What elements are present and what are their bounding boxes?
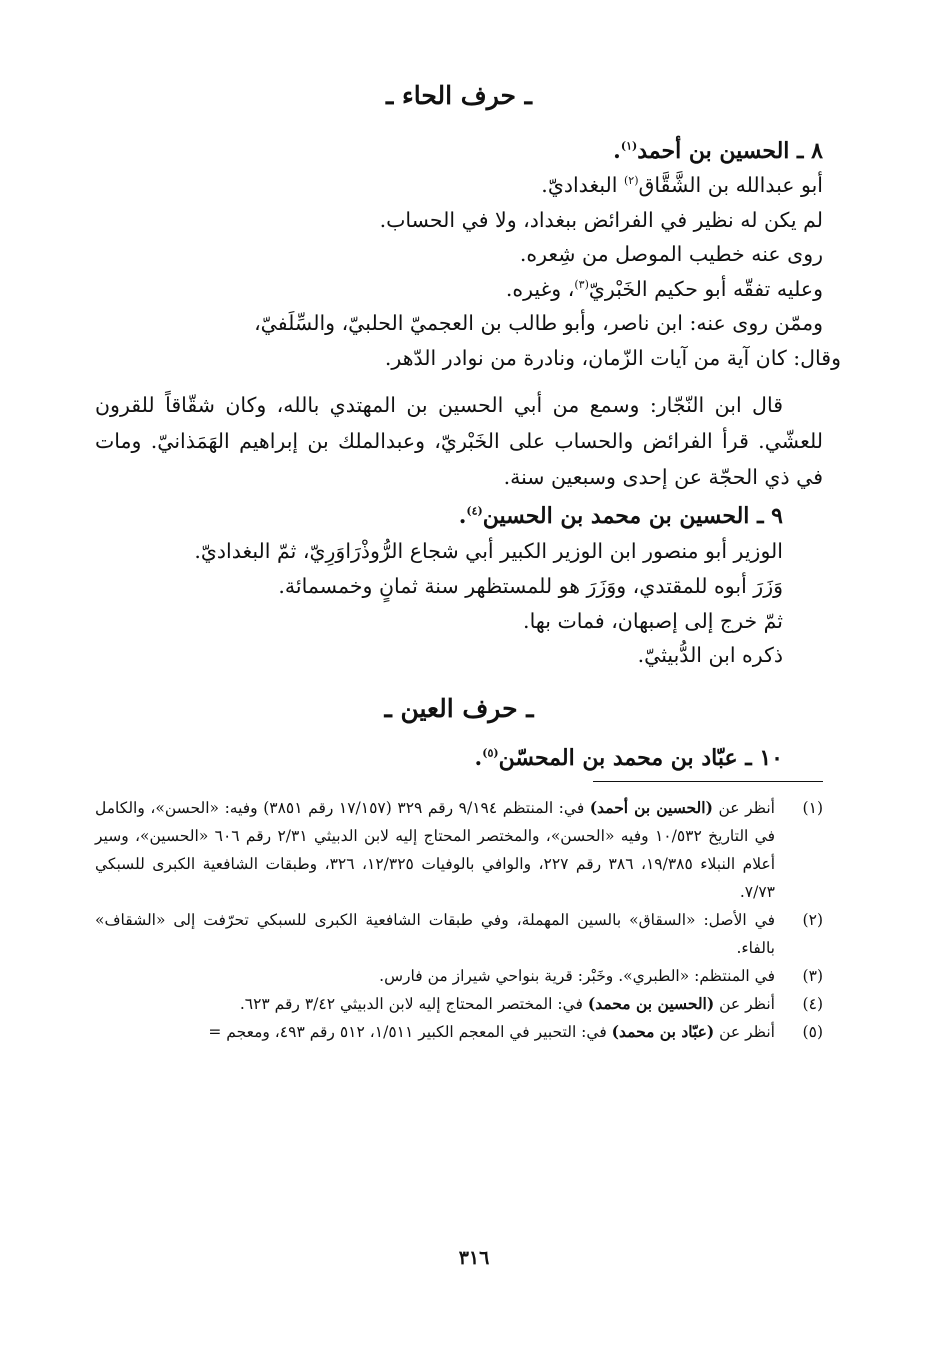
section-heading-ha: ـ حرف الحاء ـ bbox=[386, 81, 532, 110]
text-line: وممّن روى عنه: ابن ناصر، وأبو طالب بن العجميّ الحلبيّ، والسِّلَفيّ، bbox=[254, 311, 823, 335]
footnote-1 bbox=[95, 794, 823, 906]
footnote-number: (٥) bbox=[802, 1022, 823, 1041]
entry-9 bbox=[95, 499, 823, 673]
entry-title-text: ٩ ـ الحسين بن محمد بن الحسين bbox=[482, 503, 783, 529]
footnote-lead: أنظر عن bbox=[712, 798, 775, 817]
footnote-number: (٣) bbox=[802, 966, 823, 985]
text-segment: وعليه تفقّه أبو حكيم الخَبْريّ bbox=[588, 276, 823, 301]
text-line: لم يكن له نظير في الفرائض ببغداد، ولا في الحساب. bbox=[379, 207, 823, 232]
text-line: وَزَرَ أبوه للمقتدي، ووَزَرَ هو للمستظهر سنة ثمانٍ وخمسمائة. bbox=[278, 574, 783, 598]
entry-title-text: ٨ ـ الحسين بن أحمد bbox=[637, 138, 823, 164]
text-line: روى عنه خطيب الموصل من شِعره. bbox=[519, 242, 823, 266]
entry-title-end: . bbox=[458, 503, 467, 529]
text-line: ذكره ابن الدُّبيثيّ. bbox=[637, 643, 783, 667]
paragraph: الوزير أبو منصور ابن الوزير الكبير أبي شجاع الرُّوذْرَاوَرِيّ، ثمّ البغداديّ. bbox=[194, 539, 783, 563]
footnote-body: في الأصل: «السقاق» بالسين المهملة، وفي طبقات الشافعية الكبرى للسبكي تحرّفت إلى «الشقاف» بالفاء. bbox=[95, 910, 775, 957]
footnote-number: (٤) bbox=[802, 994, 823, 1013]
text-line bbox=[95, 168, 823, 203]
entry-title-end: . bbox=[474, 744, 483, 771]
text-segment: ، وغيره. bbox=[505, 276, 575, 301]
text-line: وقال: كان آية من آيات الزّمان، ونادرة من نوادر الدّهر. bbox=[384, 345, 841, 370]
entry-title-end: . bbox=[613, 138, 621, 164]
entry-title-text: ١٠ ـ عبّاد بن محمد بن المحسّن bbox=[498, 744, 783, 771]
footnote-4 bbox=[95, 990, 823, 1018]
footnote-3 bbox=[95, 962, 823, 990]
footnote-text bbox=[95, 1018, 775, 1046]
footnote-ref: (٢) bbox=[623, 174, 639, 188]
footnote-body: في: المنتظم ٩/١٩٤ رقم ٣٢٩ (١٧/١٥٧ رقم ٣٨٥١) وفيه: «الحسن»، والكامل في التاريخ ١٠/٥٣٢ وفيه «الحسن»، والمختصر المحتاج إليه لابن الدبيثي ٢/٣١ رقم ٦٠٦ «الحسين»، وسير أعلام النبلاء ١٩/٣٨٥، ٣٨٦ رقم ٢٢٧، والوافي بالوفيات ١٢/٣٢٥، ٣٢٦، وطبقات الشافعية الكبرى للسبكي ٧/٧٣. bbox=[95, 798, 775, 901]
entry-title bbox=[95, 499, 823, 533]
paragraph: قال ابن النّجّار: وسمع من أبي الحسين بن المهتدي بالله، وكان شقّاقاً للقرون للعشّي. قرأ الفرائض والحساب على الخَبْريّ، وعبدالملك بن إبراهيم الهَمَذانيّ. ومات في ذي الحجّة عن إحدى وسبعين سنة. bbox=[95, 393, 823, 489]
footnote-subject: (الحسين بن أحمد) bbox=[589, 797, 713, 817]
footnote-lead: أنظر عن bbox=[714, 994, 775, 1013]
footnote-ref: (١) bbox=[620, 139, 638, 153]
page-number: ٣١٦ bbox=[458, 1247, 490, 1269]
section-heading-ain: ـ حرف العين ـ bbox=[384, 693, 534, 723]
footnote-body: في: التحبير في المعجم الكبير ١/٥١١، ٥١٢ رقم ٤٩٣، ومعجم = bbox=[208, 1022, 612, 1041]
text-segment: البغداديّ. bbox=[541, 173, 624, 197]
footnote-ref: (٤) bbox=[466, 504, 483, 518]
footnote-subject: (عبّاد بن محمد) bbox=[611, 1021, 715, 1041]
text-line: ثمّ خرج إلى إصبهان، فمات بها. bbox=[523, 608, 783, 633]
footnote-text bbox=[95, 906, 775, 962]
book-page bbox=[95, 78, 841, 1368]
text-segment: أبو عبدالله بن الشَّقَّاق bbox=[638, 173, 823, 197]
footnote-number: (١) bbox=[802, 798, 823, 817]
footnote-ref: (٥) bbox=[482, 746, 499, 760]
entry-title bbox=[95, 741, 823, 775]
entry-10 bbox=[95, 741, 823, 775]
entry-title bbox=[95, 134, 823, 168]
footnote-2 bbox=[95, 906, 823, 962]
footnote-subject: (الحسين بن محمد) bbox=[587, 993, 715, 1013]
footnote-body: في: المختصر المحتاج إليه لابن الدبيثي ٣/٤٢ رقم ٦٢٣. bbox=[239, 994, 588, 1013]
footnote-ref: (٣) bbox=[574, 277, 589, 291]
footnote-number: (٢) bbox=[802, 910, 823, 929]
text-line bbox=[95, 272, 823, 307]
entry-8 bbox=[95, 134, 841, 495]
footnotes bbox=[95, 794, 823, 1046]
footnote-text bbox=[95, 794, 775, 906]
footnote-5 bbox=[95, 1018, 823, 1046]
footnote-text bbox=[95, 990, 775, 1018]
footnote-body: في المنتظم: «الطبري». وخَبْر: قرية بنواحي شيراز من فارس. bbox=[379, 966, 775, 985]
footnote-separator bbox=[593, 781, 823, 782]
footnote-lead: أنظر عن bbox=[714, 1022, 775, 1041]
footnote-text bbox=[95, 962, 775, 990]
